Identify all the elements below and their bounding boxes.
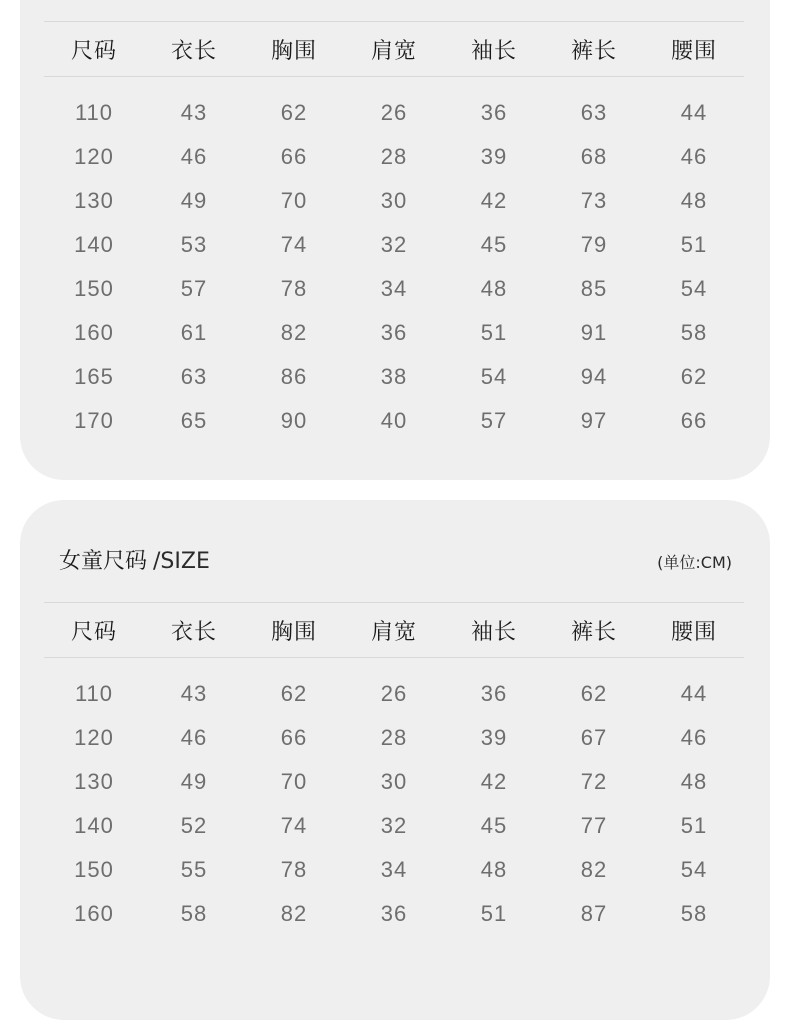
table-cell: 36 <box>480 100 508 125</box>
table-cell: 62 <box>680 364 708 389</box>
table-cell: 140 <box>74 232 114 257</box>
table-row <box>44 672 744 716</box>
table-cell: 34 <box>380 857 408 882</box>
table-cell: 48 <box>480 857 508 882</box>
header-chest: 胸围 <box>270 38 317 64</box>
table-cell: 28 <box>380 725 408 750</box>
table-cell: 160 <box>74 901 114 926</box>
table-cell: 58 <box>680 320 708 345</box>
table-cell: 63 <box>180 364 208 389</box>
table-header-row <box>44 21 744 77</box>
table-cell: 65 <box>180 408 208 433</box>
table-cell: 42 <box>480 188 508 213</box>
table-cell: 34 <box>380 276 408 301</box>
table-cell: 43 <box>180 681 208 706</box>
table-cell: 78 <box>280 857 308 882</box>
table-cell: 140 <box>74 813 114 838</box>
table-cell: 36 <box>380 320 408 345</box>
table-cell: 26 <box>380 681 408 706</box>
table-row <box>44 91 744 135</box>
header-pants-length: 裤长 <box>570 38 617 64</box>
table-body <box>44 672 744 936</box>
table-cell: 55 <box>180 857 208 882</box>
table-cell: 49 <box>180 769 208 794</box>
table-cell: 170 <box>74 408 114 433</box>
size-table-card-1 <box>20 0 770 480</box>
table-cell: 51 <box>680 813 708 838</box>
table-cell: 54 <box>680 276 708 301</box>
table-cell: 39 <box>480 725 508 750</box>
table-cell: 68 <box>580 144 608 169</box>
table-cell: 74 <box>280 813 308 838</box>
table-row <box>44 179 744 223</box>
table-cell: 77 <box>580 813 608 838</box>
table-row <box>44 355 744 399</box>
table-cell: 66 <box>280 144 308 169</box>
table-row <box>44 311 744 355</box>
table-cell: 57 <box>180 276 208 301</box>
table-cell: 44 <box>680 681 708 706</box>
header-length: 衣长 <box>170 619 217 645</box>
table-cell: 94 <box>580 364 608 389</box>
table-cell: 150 <box>74 276 114 301</box>
table-row <box>44 892 744 936</box>
table-cell: 51 <box>480 320 508 345</box>
unit-label: (单位:CM) <box>657 553 732 572</box>
table-cell: 46 <box>180 144 208 169</box>
table-cell: 150 <box>74 857 114 882</box>
table-cell: 82 <box>280 320 308 345</box>
table-cell: 48 <box>680 769 708 794</box>
table-cell: 78 <box>280 276 308 301</box>
table-cell: 39 <box>480 144 508 169</box>
table-cell: 91 <box>580 320 608 345</box>
table-cell: 120 <box>74 725 114 750</box>
table-cell: 165 <box>74 364 114 389</box>
table-cell: 110 <box>74 681 114 706</box>
table-cell: 46 <box>180 725 208 750</box>
table-cell: 52 <box>180 813 208 838</box>
table-cell: 43 <box>180 100 208 125</box>
table-row <box>44 399 744 443</box>
header-chest: 胸围 <box>270 619 317 645</box>
section-title <box>59 544 210 575</box>
table-cell: 30 <box>380 188 408 213</box>
header-waist: 腰围 <box>670 38 717 64</box>
table-cell: 130 <box>74 769 114 794</box>
section-title-text: 女童尺码 <box>59 549 148 574</box>
table-row <box>44 760 744 804</box>
table-cell: 62 <box>280 100 308 125</box>
table-cell: 85 <box>580 276 608 301</box>
header-sleeve: 袖长 <box>470 619 517 645</box>
table-header-row <box>44 602 744 658</box>
table-cell: 58 <box>180 901 208 926</box>
table-row <box>44 135 744 179</box>
table-cell: 67 <box>580 725 608 750</box>
table-cell: 97 <box>580 408 608 433</box>
table-cell: 72 <box>580 769 608 794</box>
table-cell: 63 <box>580 100 608 125</box>
table-cell: 36 <box>380 901 408 926</box>
table-cell: 45 <box>480 232 508 257</box>
table-cell: 28 <box>380 144 408 169</box>
header-pants-length: 裤长 <box>570 619 617 645</box>
table-cell: 79 <box>580 232 608 257</box>
table-cell: 66 <box>280 725 308 750</box>
header-size: 尺码 <box>70 619 117 645</box>
table-cell: 30 <box>380 769 408 794</box>
table-cell: 36 <box>480 681 508 706</box>
table-row <box>44 267 744 311</box>
table-cell: 61 <box>180 320 208 345</box>
table-cell: 53 <box>180 232 208 257</box>
table-cell: 62 <box>280 681 308 706</box>
table-cell: 40 <box>380 408 408 433</box>
table-cell: 44 <box>680 100 708 125</box>
table-row <box>44 848 744 892</box>
table-cell: 54 <box>480 364 508 389</box>
table-cell: 62 <box>580 681 608 706</box>
table-cell: 48 <box>480 276 508 301</box>
table-cell: 42 <box>480 769 508 794</box>
table-cell: 130 <box>74 188 114 213</box>
section-subtitle: /SIZE <box>153 549 210 574</box>
table-cell: 82 <box>580 857 608 882</box>
table-row <box>44 716 744 760</box>
table-cell: 110 <box>74 100 114 125</box>
table-cell: 51 <box>480 901 508 926</box>
header-length: 衣长 <box>170 38 217 64</box>
table-cell: 66 <box>680 408 708 433</box>
table-cell: 38 <box>380 364 408 389</box>
table-cell: 86 <box>280 364 308 389</box>
table-cell: 90 <box>280 408 308 433</box>
table-cell: 160 <box>74 320 114 345</box>
header-size: 尺码 <box>70 38 117 64</box>
table-cell: 51 <box>680 232 708 257</box>
table-cell: 46 <box>680 725 708 750</box>
header-waist: 腰围 <box>670 619 717 645</box>
table-row <box>44 223 744 267</box>
table-cell: 49 <box>180 188 208 213</box>
header-shoulder: 肩宽 <box>370 619 417 645</box>
size-table-card-2 <box>20 500 770 1020</box>
table-cell: 82 <box>280 901 308 926</box>
table-cell: 70 <box>280 769 308 794</box>
table-body <box>44 91 744 443</box>
table-cell: 32 <box>380 813 408 838</box>
table-cell: 74 <box>280 232 308 257</box>
table-cell: 70 <box>280 188 308 213</box>
table-cell: 46 <box>680 144 708 169</box>
header-shoulder: 肩宽 <box>370 38 417 64</box>
table-cell: 45 <box>480 813 508 838</box>
table-cell: 54 <box>680 857 708 882</box>
table-cell: 87 <box>580 901 608 926</box>
table-cell: 26 <box>380 100 408 125</box>
table-cell: 73 <box>580 188 608 213</box>
table-cell: 32 <box>380 232 408 257</box>
table-cell: 57 <box>480 408 508 433</box>
table-cell: 58 <box>680 901 708 926</box>
header-sleeve: 袖长 <box>470 38 517 64</box>
table-cell: 120 <box>74 144 114 169</box>
table-cell: 48 <box>680 188 708 213</box>
table-row <box>44 804 744 848</box>
